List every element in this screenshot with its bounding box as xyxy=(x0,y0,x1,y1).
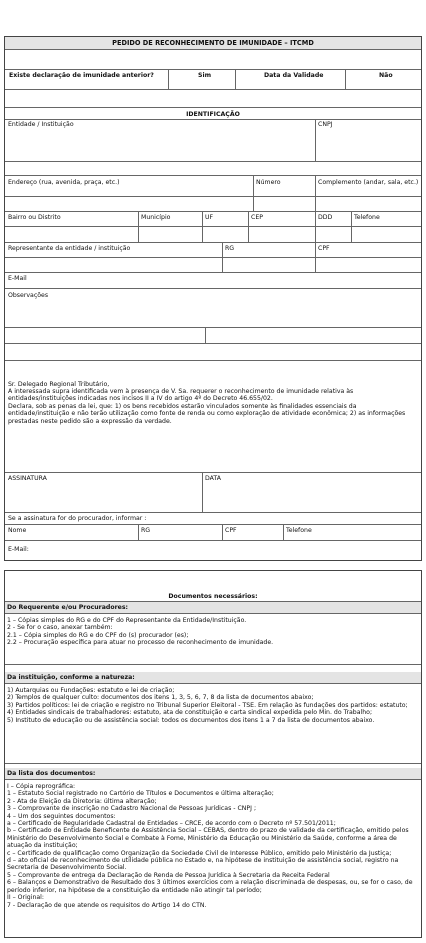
sec2-list xyxy=(7,687,419,724)
sec2-item: 4) Entidades sindicais de trabalhadores: estatuto, ata de constituição e carta sindical expedida pelo Min. do Trabalho; xyxy=(7,709,373,717)
complemento-label: Complemento (andar, sala, etc.) xyxy=(318,179,419,186)
cnpj-label: CNPJ xyxy=(318,121,333,128)
sec3-item: 3 – Comprovante de inscrição no Cadastro Nacional de Pessoas Jurídicas - CNPJ ; xyxy=(7,805,257,813)
municipio-label: Município xyxy=(141,214,171,221)
sec1-item: 2 - Se for o caso, anexar também: xyxy=(7,624,113,632)
sec2-item: 1) Autarquias ou Fundações: estatuto e lei de criação; xyxy=(7,687,175,694)
sec2-item: 3) Partidos políticos: lei de criação e registro no Tribunal Superior Eleitoral - TSE. Em relação às fundações dos partidos: estatuto; xyxy=(7,701,408,709)
sec3-title: Da lista dos documentos: xyxy=(7,770,96,777)
observacoes-field[interactable] xyxy=(5,300,421,360)
cep-label: CEP xyxy=(251,214,263,221)
sec1-title: Do Requerente e/ou Procuradores: xyxy=(7,604,128,611)
sec3-item: 7 - Declaração de que atende os requisitos do Artigo 14 do CTN. xyxy=(7,901,207,909)
sec3-item: a – Certificado de Regularidade Cadastral de Entidades – CRCE, de acordo com o Decreto nº 57.501/2011; xyxy=(7,820,336,828)
sim-checkbox-label[interactable]: Sim xyxy=(198,72,212,79)
sec3-item: d – ato oficial de reconhecimento de utilidade pública no Estado e, na hipótese de instituição de assistência social, registro na Secretaria de Desenvolvimento Social. xyxy=(7,857,399,872)
sec3-item: II – Original: xyxy=(7,894,44,902)
data-validade-label: Data da Validade xyxy=(264,72,324,79)
cnpj-field[interactable] xyxy=(316,128,421,161)
email-label: E-Mail xyxy=(8,275,27,282)
nome-label: Nome xyxy=(8,527,27,534)
sec1-list xyxy=(7,617,419,647)
sec1-item: 2.1 – Cópia simples do RG e do CPF do (s) procurador (es); xyxy=(7,631,189,639)
bairro-label: Bairro ou Distrito xyxy=(8,214,61,221)
sec3-item: 6 – Balanços e Demonstrativo de Resultado dos 3 últimos exercícios com a relação discriminada de despesas, ou, se for o caso, de período inferior, na hipótese de a constituição da entidade não atingir tal período; xyxy=(7,879,413,894)
sec2-item: 5) Instituto de educação ou de assistência social: todos os documentos dos itens 1 a 7 da lista de documentos abaixo. xyxy=(7,716,375,724)
declaracao-statement: Declara, sob as penas da lei, que: 1) os bens recebidos estarão vinculados somente às finalidades essenciais da entidade/instituição e não terão utilização como fonte de renda ou como exploração de atividade econômica; 2) as informações prestadas neste pedido são a expressão da verdade. xyxy=(8,403,406,425)
telefone-label: Telefone xyxy=(354,214,380,221)
declaracao-greeting: Sr. Delegado Regional Tributário, xyxy=(8,381,110,388)
entidade-field[interactable] xyxy=(5,128,315,161)
procurador-label: Se a assinatura for do procurador, informar : xyxy=(8,515,147,522)
existe-label: Existe declaração de imunidade anterior? xyxy=(9,72,154,79)
data-field[interactable] xyxy=(203,482,421,512)
sec1-item: 1 – Cópias simples do RG e do CPF do Representante da Entidade/Instituição. xyxy=(7,617,247,624)
sec3-item: b – Certificado de Entidade Beneficente de Assistência Social – CEBAS, dentro do prazo de validade da certificação, emitido pelos Ministério do Desenvolvimento Social e Combate à Fome, Ministério da Educação ou Ministério da Saúde, conforme a área de atuação da instituição; xyxy=(7,827,409,850)
ddd-label: DDD xyxy=(318,214,333,221)
sec3-list xyxy=(7,783,419,909)
email2-label: E-Mail: xyxy=(8,546,29,553)
endereco-label: Endereço (rua, avenida, praça, etc.) xyxy=(8,179,120,186)
sec3-item: 5 – Comprovante de entrega da Declaração de Renda de Pessoa Jurídica à Secretaria da Receita Federal xyxy=(7,871,330,879)
sec2-item: 2) Templos de qualquer culto: documentos dos itens 1, 3, 5, 6, 7, 8 da lista de documentos abaixo; xyxy=(7,694,314,702)
sec3-item: 4 – Um dos seguintes documentos: xyxy=(7,812,116,820)
assinatura-label: ASSINATURA xyxy=(8,475,47,482)
telefone2-label: Telefone xyxy=(286,527,312,534)
form-title: PEDIDO DE RECONHECIMENTO DE IMUNIDADE – ITCMD xyxy=(112,39,314,47)
sec3-item: I – Cópia reprográfica: xyxy=(7,783,76,790)
sec3-item: c – Certificado de qualificação como Organização da Sociedade Civil de Interesse Público, emitido pelo Ministério da Justiça; xyxy=(7,849,392,857)
sec1-item: 2.2 – Procuração específica para atuar no processo de reconhecimento de imunidade. xyxy=(7,639,274,647)
data-label: DATA xyxy=(205,475,221,482)
nao-checkbox-label[interactable]: Não xyxy=(379,72,393,79)
assinatura-field[interactable] xyxy=(5,482,202,512)
sec3-item: 2 - Ata de Eleição da Diretoria: última alteração; xyxy=(7,797,157,805)
observacoes-label: Observações xyxy=(8,292,49,299)
rg-label: RG xyxy=(225,245,235,252)
identificacao-title: IDENTIFICAÇÃO xyxy=(186,111,240,118)
representante-label: Representante da entidade / instituição xyxy=(8,245,131,252)
cpf2-label: CPF xyxy=(225,527,237,534)
sec3-item: 1 – Estatuto Social registrado no Cartório de Títulos e Documentos e última alteração; xyxy=(7,790,274,798)
docs-title: Documentos necessários: xyxy=(168,593,258,600)
rg2-label: RG xyxy=(141,527,151,534)
entidade-label: Entidade / Instituição xyxy=(8,121,74,128)
sec2-title: Da instituição, conforme a natureza: xyxy=(7,674,135,681)
numero-label: Número xyxy=(256,179,281,186)
cpf-label: CPF xyxy=(318,245,330,252)
uf-label: UF xyxy=(205,214,214,221)
declaracao-request: A interessada supra identificada vem à presença de V. Sa. requerer o reconhecimento de imunidade relativa às entidades/instituições indicadas nos incisos II a IV do artigo 4º do Decreto 46.655/02. xyxy=(8,388,354,403)
